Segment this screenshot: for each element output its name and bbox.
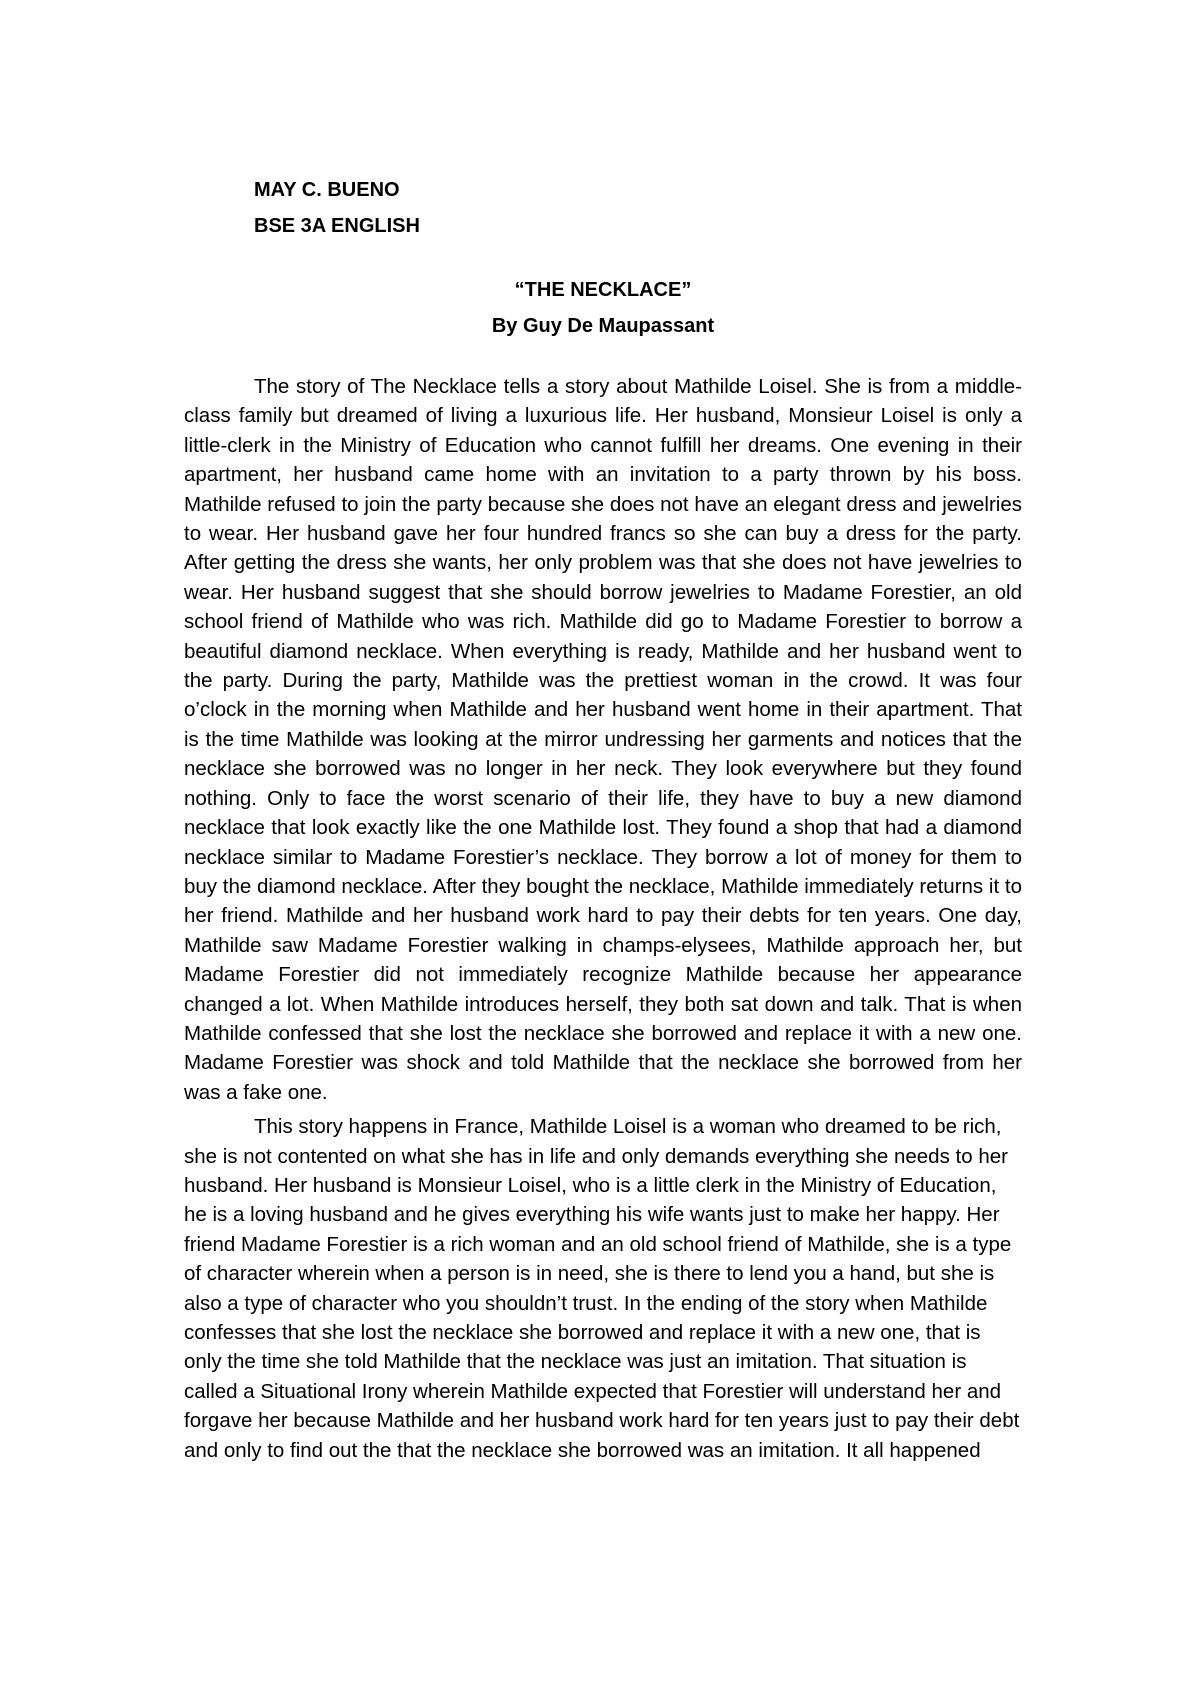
title-block [184, 272, 1022, 344]
paragraph-summary: The story of The Necklace tells a story about Mathilde Loisel. She is from a middle-class family but dreamed of living a luxurious life. Her husband, Monsieur Loisel is only a little-clerk in the Ministry of Education who cannot fulfill her dreams. One evening in their apartment, her husband came home with an invitation to a party thrown by his boss. Mathilde refused to join the party because she does not have an elegant dress and jewelries to wear. Her husband gave her four hundred francs so she can buy a dress for the party. After getting the dress she wants, her only problem was that she does not have jewelries to wear. Her husband suggest that she should borrow jewelries to Madame Forestier, an old school friend of Mathilde who was rich. Mathilde did go to Madame Forestier to borrow a beautiful diamond necklace. When everything is ready, Mathilde and her husband went to the party. During the party, Mathilde was the prettiest woman in the crowd. It was four o’clock in the morning when Mathilde and her husband went home in their apartment. That is the time Mathilde was looking at the mirror undressing her garments and notices that the necklace she borrowed was no longer in her neck. They look everywhere but they found nothing. Only to face the worst scenario of their life, they have to buy a new diamond necklace that look exactly like the one Mathilde lost. They found a shop that had a diamond necklace similar to Madame Forestier’s necklace. They borrow a lot of money for them to buy the diamond necklace. After they bought the necklace, Mathilde immediately returns it to her friend. Mathilde and her husband work hard to pay their debts for ten years. One day, Mathilde saw Madame Forestier walking in champs-elysees, Mathilde approach her, but Madame Forestier did not immediately recognize Mathilde because her appearance changed a lot. When Mathilde introduces herself, they both sat down and talk. That is when Mathilde confessed that she lost the necklace she borrowed and replace it with a new one. Madame Forestier was shock and told Mathilde that the necklace she borrowed from her was a fake one. [184, 375, 1022, 1104]
author-name: MAY C. BUENO [254, 179, 400, 201]
document-content [184, 172, 1022, 1470]
paragraph-analysis: This story happens in France, Mathilde Loisel is a woman who dreamed to be rich, she is not contented on what she has in life and only demands everything she needs to her husband. Her husband is Monsieur Loisel, who is a little clerk in the Ministry of Education, he is a loving husband and he gives everything his wife wants just to make her happy. Her friend Madame Forestier is a rich woman and an old school friend of Mathilde, she is a type of character wherein when a person is in need, she is there to lend you a hand, but she is also a type of character who you shouldn’t trust. In the ending of the story when Mathilde confesses that she lost the necklace she borrowed and replace it with a new one, that is only the time she told Mathilde that the necklace was just an imitation. That situation is called a Situational Irony wherein Mathilde expected that Forestier will understand her and forgave her because Mathilde and her husband work hard for ten years just to pay their debt and only to find out the that the necklace she borrowed was an imitation. It all happened [184, 1115, 1020, 1462]
course-label: BSE 3A ENGLISH [254, 215, 420, 237]
document-title: “THE NECKLACE” [514, 279, 692, 301]
author-block [184, 172, 1022, 244]
document-byline: By Guy De Maupassant [491, 315, 715, 337]
body-text [184, 372, 1022, 1465]
